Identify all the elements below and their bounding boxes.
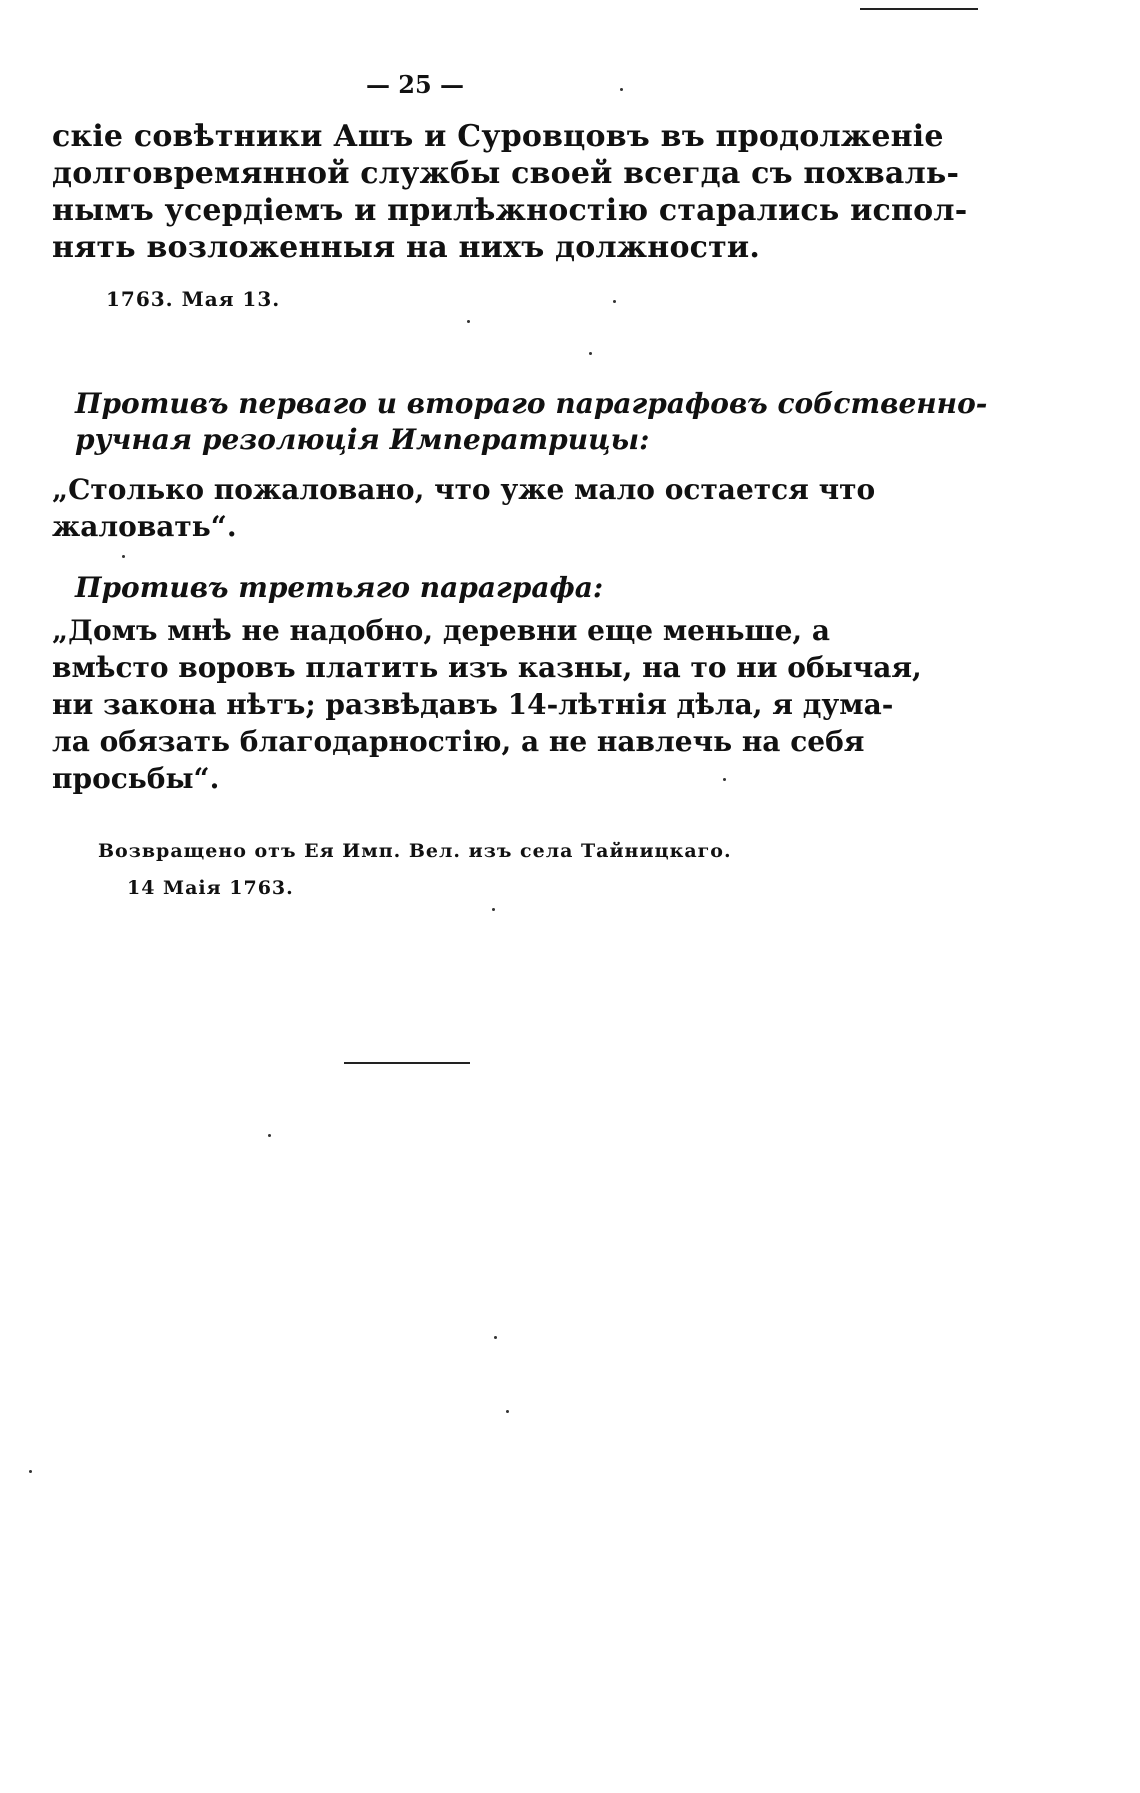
scan-speck (589, 352, 592, 355)
end-rule (344, 1062, 470, 1064)
scan-speck (268, 1134, 271, 1137)
quote-line: „Столько пожаловано, что уже мало остается что (52, 473, 876, 506)
quote-line: ни закона нѣтъ; развѣдавъ 14-лѣтнія дѣла, я дума- (52, 688, 894, 721)
scan-speck (467, 320, 470, 323)
scan-speck (29, 1470, 32, 1473)
resolution-quote-second (52, 612, 922, 797)
heading-line: Противъ перваго и втораго параграфовъ собственно- (75, 387, 988, 420)
quote-line: жаловать“. (52, 510, 237, 543)
scan-speck (613, 300, 616, 303)
paragraph-line: долговремянной службы своей всегда съ похваль- (52, 156, 960, 191)
document-date: 1763. Мая 13. (106, 287, 281, 311)
page-number: — 25 — (365, 70, 465, 99)
scan-speck (723, 778, 726, 781)
scan-speck (122, 555, 125, 558)
heading-line: ручная резолюція Императрицы: (75, 423, 650, 456)
third-paragraph-heading: Противъ третьяго параграфа: (75, 571, 604, 604)
quote-line: „Домъ мнѣ не надобно, деревни еще меньше, а (52, 614, 831, 647)
paragraph-line: нять возложенныя на нихъ должности. (52, 230, 761, 265)
quote-line: просьбы“. (52, 762, 220, 795)
quote-line: вмѣсто воровъ платить изъ казны, на то ни обычая, (52, 651, 922, 684)
resolution-quote-first (52, 471, 876, 545)
top-edge-rule (860, 8, 978, 10)
scan-speck (494, 1336, 497, 1339)
quote-line: ла обязать благодарностію, а не навлечь на себя (52, 725, 865, 758)
scan-speck (506, 1410, 509, 1413)
scan-speck (620, 88, 623, 91)
scan-speck (492, 908, 495, 911)
paragraph-line: скіе совѣтники Ашъ и Суровцовъ въ продолженіе (52, 119, 944, 154)
opening-paragraph (52, 118, 968, 266)
paragraph-line: нымъ усердіемъ и прилѣжностію старались испол- (52, 193, 968, 228)
return-date: 14 Маія 1763. (127, 877, 294, 899)
resolution-heading (75, 386, 987, 458)
return-note: Возвращено отъ Ея Имп. Вел. изъ села Тайницкаго. (98, 840, 732, 862)
